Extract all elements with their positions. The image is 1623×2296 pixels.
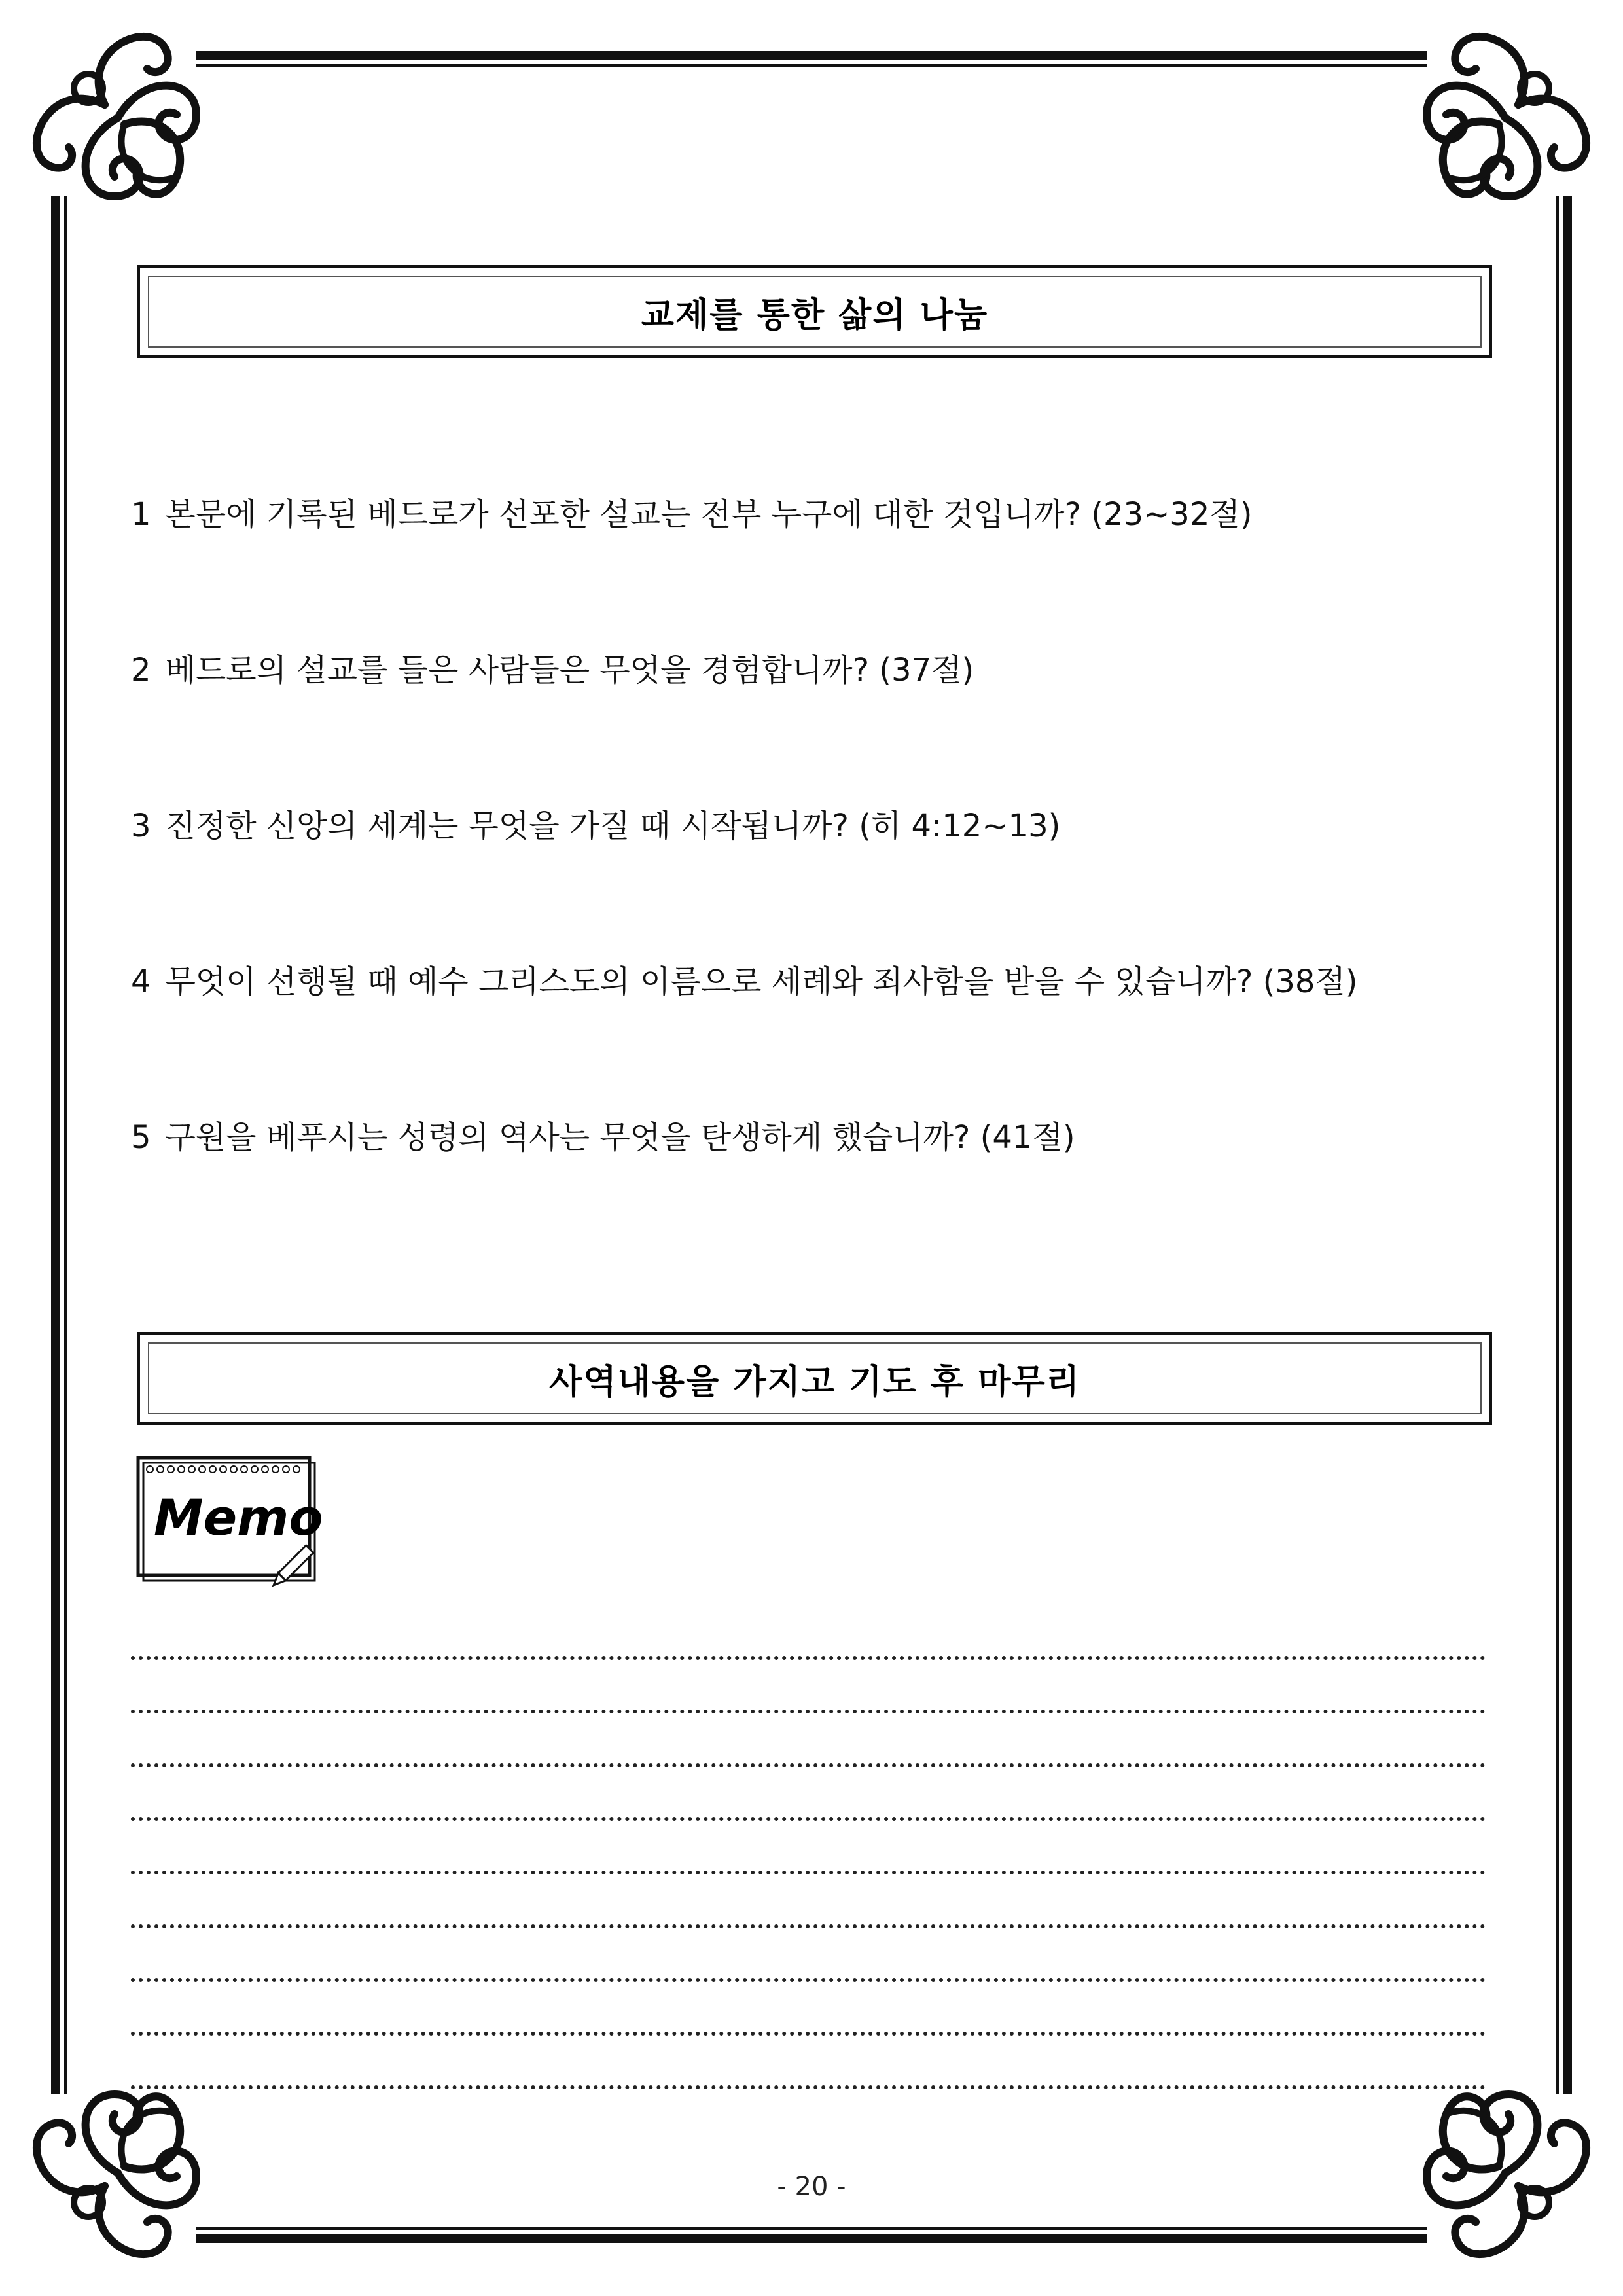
memo-writing-line	[131, 1871, 1486, 1874]
memo-writing-line	[131, 2032, 1486, 2036]
section-title-sharing: 교제를 통한 삶의 나눔	[641, 295, 989, 335]
memo-writing-line	[131, 1656, 1486, 1660]
question-item	[131, 956, 1358, 1001]
section-header-closing	[137, 1332, 1492, 1425]
question-number: 1	[131, 496, 151, 533]
memo-note-icon	[134, 1450, 330, 1600]
question-number: 5	[131, 1119, 151, 1156]
question-number: 4	[131, 963, 151, 1000]
question-text: 본문에 기록된 베드로가 선포한 설교는 전부 누구에 대한 것입니까? (23~32절)	[165, 496, 1253, 533]
question-item	[131, 1112, 1075, 1157]
question-text: 베드로의 설교를 들은 사람들은 무엇을 경험합니까? (37절)	[165, 652, 974, 689]
question-number: 3	[131, 808, 151, 844]
memo-writing-line	[131, 2085, 1486, 2089]
memo-writing-line	[131, 1924, 1486, 1928]
memo-writing-line	[131, 1978, 1486, 1982]
question-item	[131, 645, 974, 690]
question-item	[131, 800, 1060, 846]
memo-writing-line	[131, 1763, 1486, 1767]
memo-writing-line	[131, 1817, 1486, 1821]
section-header-sharing	[137, 265, 1492, 358]
memo-label: Memo	[154, 1488, 323, 1547]
question-item	[131, 489, 1252, 534]
question-text: 진정한 신앙의 세계는 무엇을 가질 때 시작됩니까? (히 4:12~13)	[165, 808, 1061, 844]
page-number: - 20 -	[777, 2172, 846, 2202]
question-text: 무엇이 선행될 때 예수 그리스도의 이름으로 세례와 죄사함을 받을 수 있습니까? (38절)	[165, 963, 1358, 1000]
memo-writing-line	[131, 1710, 1486, 1713]
question-number: 2	[131, 652, 151, 689]
question-text: 구원을 베푸시는 성령의 역사는 무엇을 탄생하게 했습니까? (41절)	[165, 1119, 1075, 1156]
section-title-closing: 사역내용을 가지고 기도 후 마무리	[549, 1362, 1080, 1402]
